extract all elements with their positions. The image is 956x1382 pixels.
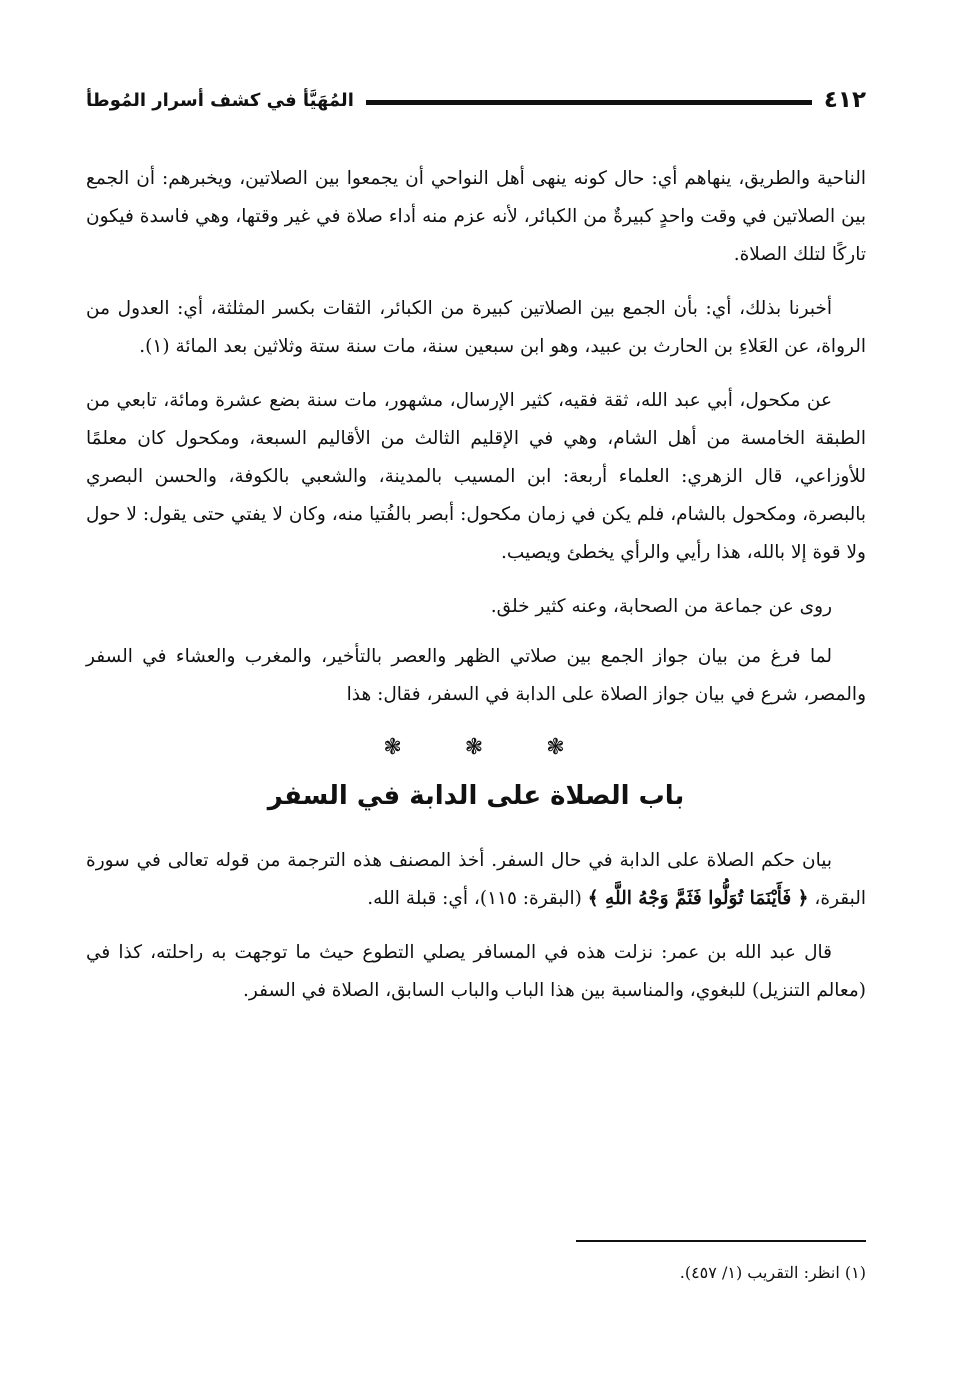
paragraph-text: (البقرة: ١١٥)، أي: قبلة الله. <box>367 888 582 909</box>
page-number: ٤١٢ <box>823 87 866 113</box>
quran-verse: ﴿ فَأَيْنَمَا تُوَلُّوا فَثَمَّ وَجْهُ اللَّهِ ﴾ <box>587 888 809 909</box>
paragraph: قال عبد الله بن عمر: نزلت هذه في المسافر يصلي التطوع حيث ما توجهت به راحلته، كذا في (معالم التنزيل) للبغوي، والمناسبة بين هذا الباب والباب السابق، الصلاة في السفر. <box>86 942 866 1001</box>
footnote: (١) انظر: التقريب (١/ ٤٥٧). <box>679 1263 866 1282</box>
paragraph-text: بيان حكم الصلاة على الدابة في حال السفر. أخذ المصنف هذه الترجمة من قوله تعالى في سورة البقرة، <box>86 850 866 909</box>
separator-star-icon: ❃ <box>383 735 406 760</box>
separator-star-icon: ❃ <box>546 735 569 760</box>
section-title: باب الصلاة على الدابة في السفر <box>267 781 685 811</box>
paragraph <box>86 842 866 918</box>
paragraph: أخبرنا بذلك، أي: بأن الجمع بين الصلاتين كبيرة من الكبائر، الثقات بكسر المثلثة، أي: العدول من الرواة، عن العَلاءِ بن الحارث بن عبيد، وهو ابن سبعين سنة، مات سنة ستة وثلاثين بعد المائة (١). <box>86 298 866 357</box>
header-rule <box>366 100 812 105</box>
book-title: المُهَيَّأ في كشف أسرار المُوطأ <box>86 89 354 111</box>
running-header <box>86 80 866 120</box>
paragraph: لما فرغ من بيان جواز الجمع بين صلاتي الظهر والعصر بالتأخير، والمغرب والعشاء في السفر والمصر، شرع في بيان جواز الصلاة على الدابة في السفر، فقال: هذا <box>86 646 866 705</box>
footnote-rule <box>576 1240 866 1242</box>
paragraph: الناحية والطريق، ينهاهم أي: حال كونه ينهى أهل النواحي أن يجمعوا بين الصلاتين، ويخبرهم: أن الجمع بين الصلاتين في وقت واحدٍ كبيرةٌ من الكبائر، لأنه عزم منه أداء صلاة في غير وقتها، وهي فاسدة فيكون تاركًا لتلك الصلاة. <box>86 168 866 265</box>
body-text <box>86 160 866 1026</box>
paragraph: روى عن جماعة من الصحابة، وعنه كثير خلق. <box>490 596 832 617</box>
paragraph: عن مكحول، أبي عبد الله، ثقة فقيه، كثير الإرسال، مشهور، مات سنة بضع عشرة ومائة، تابعي من الطبقة الخامسة من أهل الشام، وهي في الإقليم الثالث من الأقاليم السبعة، ومكحول كان معلمًا للأوزاعي، قال الزهري: العلماء أربعة: ابن المسيب بالمدينة، والشعبي بالكوفة، والحسن البصري بالبصرة، ومكحول بالشام، فلم يكن في زمان مكحول: أبصر بالفُتيا منه، وكان لا يفتي حتى يقول: لا حول ولا قوة إلا بالله، هذا رأيي والرأي يخطئ ويصيب. <box>86 390 866 563</box>
separator-star-icon: ❃ <box>464 735 488 760</box>
section-separator <box>86 730 866 766</box>
